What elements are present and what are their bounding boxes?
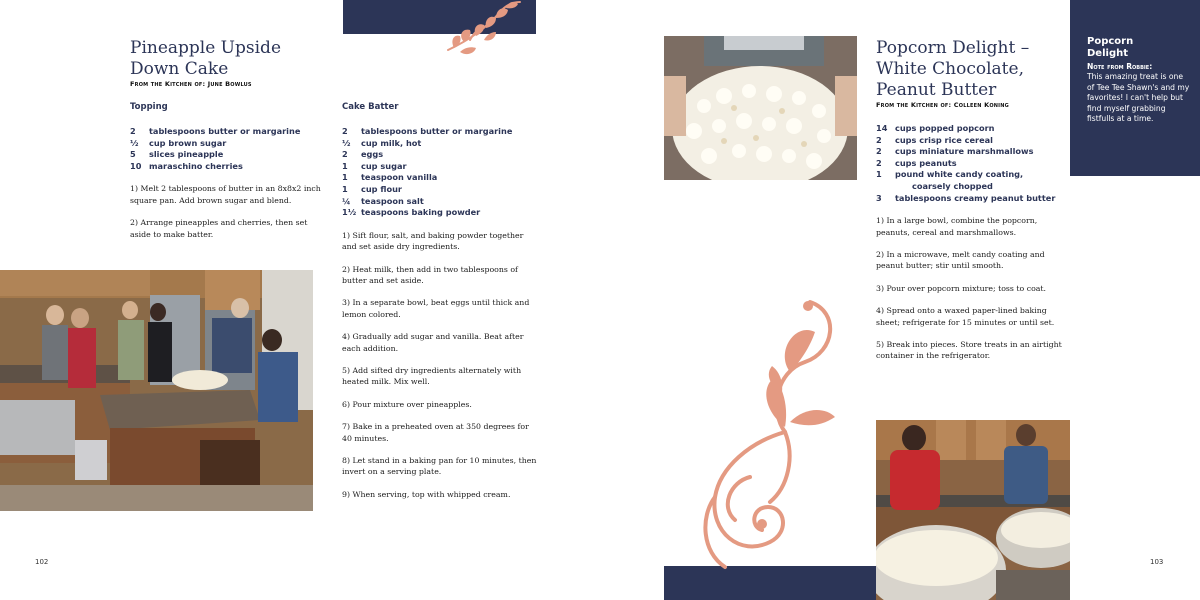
- batter-step: 4) Gradually add sugar and vanilla. Beat after each addition.: [342, 332, 524, 353]
- popcorn-photo: [664, 36, 857, 180]
- ingredient-row: 2 eggs: [342, 149, 384, 160]
- ingredient-row: 14 cups popped popcorn: [876, 123, 995, 133]
- batter-section: [342, 102, 538, 511]
- ingredient-row: ½ cup brown sugar: [130, 137, 227, 148]
- sidebar-title: Popcorn Delight: [1087, 36, 1134, 59]
- sidebar-note-label: Note from Robbie:: [1087, 62, 1153, 71]
- topping-heading: Topping: [130, 102, 168, 112]
- left-title-line2: Down Cake: [130, 59, 229, 79]
- popcorn-step: 3) Pour over popcorn mixture; toss to coat.: [876, 283, 1047, 293]
- popcorn-step: 1) In a large bowl, combine the popcorn, peanuts, cereal and marshmallows.: [876, 216, 1038, 237]
- right-title-line3: Peanut Butter: [876, 80, 997, 100]
- ingredient-row: 2 tablespoons butter or margarine: [342, 126, 513, 136]
- popcorn-section: [876, 123, 1072, 373]
- ingredient-row: 1 cup sugar: [342, 160, 407, 171]
- ingredient-row: 10 maraschino cherries: [130, 160, 243, 171]
- topping-step: 1) Melt 2 tablespoons of butter in an 8x8x2 inch square pan. Add brown sugar and blend.: [130, 184, 321, 205]
- right-title-line2: White Chocolate,: [876, 59, 1024, 79]
- popcorn-step: 2) In a microwave, melt candy coating and peanut butter; stir until smooth.: [876, 249, 1045, 271]
- popcorn-step: 5) Break into pieces. Store treats in an airtight container in the refrigerator.: [876, 340, 1062, 361]
- popcorn-kitchen-photo: [876, 420, 1070, 600]
- sidebar-note: [1087, 62, 1190, 124]
- right-title-line1: Popcorn Delight –: [876, 38, 1030, 58]
- ingredient-row: ¼ teaspoon salt: [342, 195, 424, 206]
- popcorn-step: 4) Spread onto a waxed paper-lined baking sheet; refrigerate for 15 minutes or until set.: [876, 306, 1055, 327]
- leaf-flourish-icon: [440, 0, 530, 55]
- right-page-number: 103: [1150, 558, 1164, 566]
- topping-ingredients: [130, 126, 328, 172]
- sidebar-note-box: [1070, 0, 1200, 176]
- left-from-kitchen: From the Kitchen of: June Bowlus: [130, 80, 252, 88]
- batter-ingredients: [342, 126, 538, 219]
- batter-step: 9) When serving, top with whipped cream.: [342, 489, 511, 499]
- ingredient-row: coarsely chopped: [912, 180, 993, 191]
- ingredient-row: 2 cups peanuts: [876, 157, 957, 168]
- ingredient-row: 2 cups miniature marshmallows: [876, 146, 1034, 157]
- kitchen-photo: [0, 270, 313, 511]
- batter-step: 3) In a separate bowl, beat eggs until thick and lemon colored.: [342, 298, 530, 319]
- left-page-number: 102: [35, 558, 49, 566]
- batter-step: 2) Heat milk, then add in two tablespoons of butter and set aside.: [342, 264, 518, 285]
- batter-step: 1) Sift flour, salt, and baking powder together and set aside dry ingredients.: [342, 230, 524, 252]
- topping-section: [130, 102, 328, 251]
- ingredient-row: 5 slices pineapple: [130, 149, 224, 160]
- right-recipe-title: [876, 38, 1066, 101]
- batter-heading: Cake Batter: [342, 102, 399, 112]
- batter-step: 6) Pour mixture over pineapples.: [342, 399, 472, 409]
- ingredient-row: 2 cups crisp rice cereal: [876, 134, 993, 145]
- ingredient-row: 1½ teaspoons baking powder: [342, 207, 481, 218]
- batter-step: 8) Let stand in a baking pan for 10 minutes, then invert on a serving plate.: [342, 456, 537, 477]
- scroll-flourish-icon: [690, 292, 855, 577]
- ingredient-row: 1 cup flour: [342, 183, 402, 194]
- sidebar-note-text: This amazing treat is one of Tee Tee Shawn's and my favorites! I can't help but find myself grabbing fistfulls at a time.: [1087, 72, 1190, 124]
- ingredient-row: 3 tablespoons creamy peanut butter: [876, 192, 1056, 203]
- topping-step: 2) Arrange pineapples and cherries, then set aside to make batter.: [130, 218, 308, 239]
- ingredient-row: 1 pound white candy coating,: [876, 169, 1024, 180]
- ingredient-row: ½ cup milk, hot: [342, 137, 422, 148]
- right-from-kitchen: From the Kitchen of: Colleen Koning: [876, 101, 1009, 109]
- popcorn-ingredients: [876, 123, 1072, 204]
- left-recipe-title: [130, 38, 330, 80]
- left-title-line1: Pineapple Upside: [130, 38, 281, 58]
- batter-step: 7) Bake in a preheated oven at 350 degrees for 40 minutes.: [342, 422, 529, 443]
- batter-step: 5) Add sifted dry ingredients alternately with heated milk. Mix well.: [342, 366, 522, 387]
- ingredient-row: 1 teaspoon vanilla: [342, 172, 438, 183]
- ingredient-row: 2 tablespoons butter or margarine: [130, 126, 301, 136]
